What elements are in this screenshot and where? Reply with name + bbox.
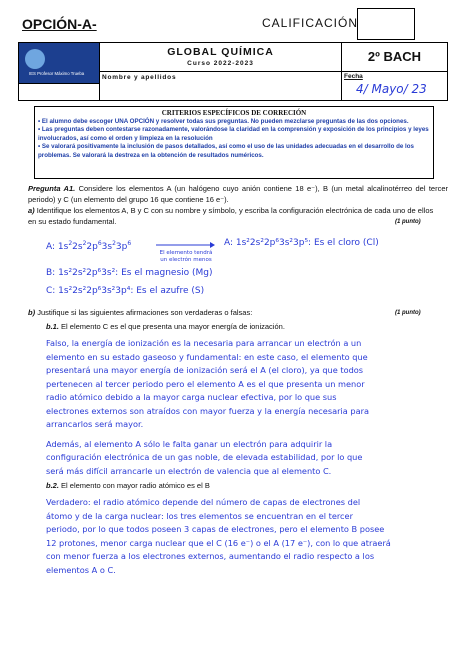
question-text: Considere los elementos A (un halógeno cuyo anión contiene 18 e⁻), B (un metal alcalinotérreo del tercer periodo) y C (un elemento del grupo 16 que contiene 16 e⁻). [28,184,448,204]
grade-box [357,8,415,40]
answer-a-mg: B: 1s²2s²2p⁶3s²: Es el magnesio (Mg) [46,268,213,278]
part-b1: b.1. El elemento C es el que presenta una mayor energía de ionización. [46,322,285,331]
criteria-item: • El alumno debe escoger UNA OPCIÓN y resolver todas sus preguntas. No pueden mezclarse preguntas de las dos opciones. [38,118,409,125]
criteria-title: CRITERIOS ESPECÍFICOS DE CORRECIÓN [161,109,307,117]
part-b-text: Justifique si las siguientes afirmaciones son verdaderas o falsas: [37,308,253,317]
logo-text: IES Profesor Máximo Trueba [29,71,85,76]
date-label: Fecha [344,73,363,80]
question-label: Pregunta A1. [28,184,76,193]
part-b2: b.2. El elemento con mayor radio atómico es el B [46,481,210,490]
part-a-points: (1 punto) [395,219,421,225]
part-b: b) Justifique si las siguientes afirmaciones son verdaderas o falsas: [28,308,253,317]
criteria-item: • Las preguntas deben contestarse razonadamente, valorándose la claridad en la comprensión y exposición de los principios y leyes involucrados, así como el orden y limpieza en la resolución [38,126,429,142]
grade-label: CALIFICACIÓN [262,16,359,30]
part-a: a) Identifique los elementos A, B y C con su nombre y símbolo, y escriba la configuración electrónica de cada uno de ellos en su estado fundamental. [28,206,434,226]
page-title: GLOBAL QUÍMICA [167,46,274,58]
arrow-icon [154,240,216,250]
date-value: 4/ Mayo/ 23 [356,82,427,96]
criteria-list [38,118,430,160]
answer-b2: Verdadero: el radio atómico depende del número de capas de electrones del átomo y de la carga nuclear: los tres elementos se encuentran en el tercer periodo, por lo que todos poseen 3 capas de electrones, pero el elemento B posee 12 protones, menor carga nuclear que el C (16 e⁻) o el A (17 e⁻), con lo que atraerá con menor fuerza a los electrones externos, aumentando el radio respecto a los elementos A o C. [46,497,391,575]
arrow-note: El elemento tendrá un electrón menos [159,250,213,263]
criteria-item: • Se valorará positivamente la inclusión de pasos detallados, así como el uso de las unidades adecuadas en el desarrollo de los problemas. Se valorará la destreza en la obtención de resultados numéricos. [38,143,414,159]
part-b-points: (1 punto) [395,310,421,316]
answer-a-s: C: 1s²2s²2p⁶3s²3p⁴: Es el azufre (S) [46,286,205,296]
answer-b1: Falso, la energía de ionización es la necesaria para arrancar un electrón a un elemento en su estado gaseoso y fundamental: en este caso, el elemento que presentará una mayor energía de ionización será el A (el cloro), ya que todos pertenecen al tercer periodo pero el elemento A es el que presenta un menor radio atómico debido a la mayor carga nuclear efectiva, por lo que sus electrones externos son atraídos con mayor fuerza y la energía necesaria para arrancarlos será mayor. Además, al elemento A sólo le falta ganar un electrón para adquirir la configuración electrónica de un gas noble, de elevada estabilidad, por lo que será más difícil arrancarle un electrón de valencia que al elemento C. [46,338,369,476]
name-label: Nombre y apellidos [102,74,177,81]
answer-a-left: A: $1s^22s^22p^63s^23p^6$ [46,240,132,252]
level-label: 2º BACH [367,49,422,64]
option-label: OPCIÓN-A- [22,16,97,32]
question-statement [28,184,448,205]
course-label: Curso 2022-2023 [187,60,254,67]
logo [18,42,100,84]
answer-a-cl: A: 1s²2s²2p⁶3s²3p⁵: Es el cloro (Cl) [224,238,379,248]
part-a-text: Identifique los elementos A, B y C con su nombre y símbolo, y escriba la configuración electrónica de cada uno de ellos en su estado fundamental. [28,206,434,226]
